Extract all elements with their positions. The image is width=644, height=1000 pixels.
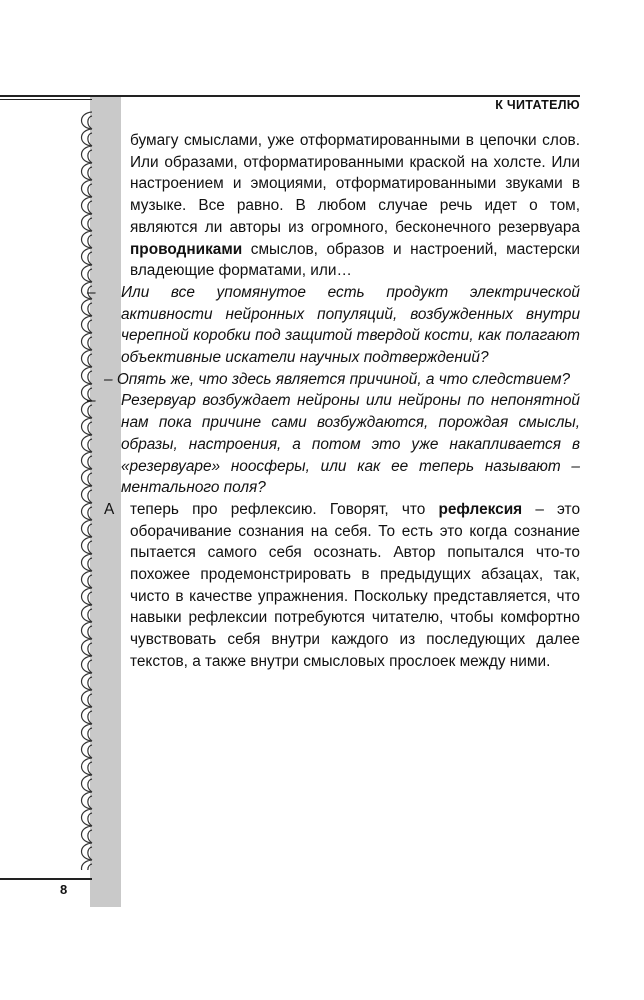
- body-text: [87, 130, 580, 673]
- dialogue-line-2: – Опять же, что здесь является причиной, а что следствием?: [104, 370, 571, 388]
- dialogue-line-1: – Или все упомянутое есть продукт электрической активности нейронных популяций, возбужденных внутри черепной коробки под защитой твердой кости, как полагают объективные искатели научных подтверждений?: [87, 283, 580, 367]
- footer-rule: [0, 878, 92, 880]
- header-rule-left: [0, 99, 92, 100]
- bold-term-conductors: проводниками: [130, 240, 243, 258]
- running-header: К ЧИТАТЕЛЮ: [495, 98, 580, 112]
- bold-term-reflection: рефлексия: [438, 500, 523, 518]
- paragraph-reflection: А теперь про рефлексию. Говорят, что рефлексия – это оборачивание сознания на себя. То есть это когда сознание пытается самого себя осознать. Автор попытался что-то похожее продемонстрировать в предыдущих абзацах, так, чисто в качестве упражнения. Поскольку представляется, что навыки рефлексии потребуются читателю, чтобы комфортно чувствовать себя внутри каждого из последующих далее текстов, а также внутри смысловых прослоек между ними.: [104, 500, 580, 670]
- dialogue-line-3: – Резервуар возбуждает нейроны или нейроны по непонятной нам пока причине сами возбуждаются, порождая смыслы, образы, настроения, а потом это уже накапливается в «резервуаре» ноосферы, или как ее теперь называют – ментального поля?: [87, 392, 580, 497]
- page-number: 8: [60, 882, 68, 897]
- paragraph-continuation: бумагу смыслами, уже отформатированными в цепочки слов. Или образами, отформатированными краской на холсте. Или настроением и эмоциями, отформатированными звуками в музыке. Все равно. В любом случае речь идет о том, являются ли авторы из огромного, бесконечного резервуара проводниками смыслов, образов и настроений, мастерски владеющие форматами, или…: [130, 132, 580, 280]
- scalloped-border-ornament: [76, 110, 100, 870]
